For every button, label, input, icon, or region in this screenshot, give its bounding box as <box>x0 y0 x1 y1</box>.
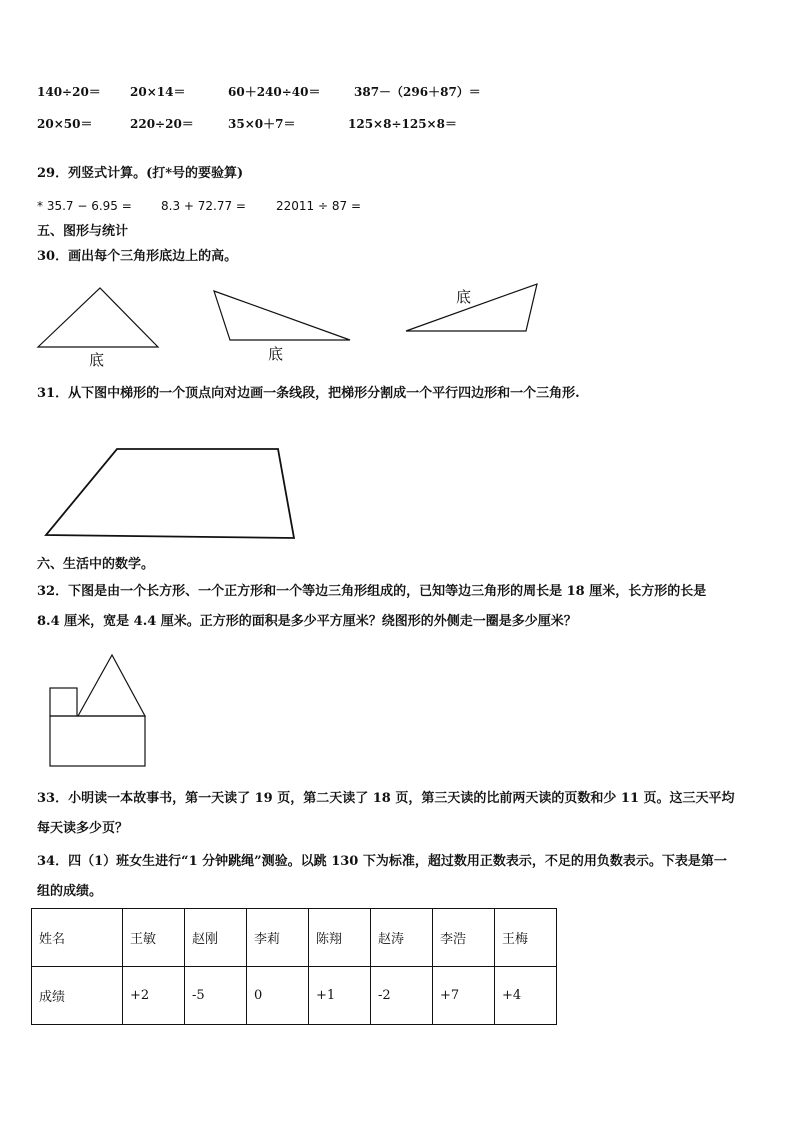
table-cell-score: +7 <box>433 967 495 1025</box>
vertical-calc-item: 22011 ÷ 87 = <box>276 199 361 213</box>
section-title-5: 五、图形与统计 <box>37 224 129 239</box>
calc-item: 220÷20＝ <box>130 117 194 131</box>
q33-line-1: 33．小明读一本故事书，第一天读了 19 页，第二天读了 18 页，第三天读的比前两天读的页数和少 11 页。这三天平均 <box>37 791 735 806</box>
q32-line-2: 8.4 厘米，宽是 4.4 厘米。正方形的面积是多少平方厘米？绕图形的外侧走一圈是多少厘米？ <box>37 614 577 629</box>
table-cell-score: +1 <box>309 967 371 1025</box>
base-label-3: 底 <box>456 288 472 306</box>
calc-item: 20×50＝ <box>37 117 93 131</box>
vertical-calc-item: 8.3 + 72.77 = <box>161 199 246 213</box>
score-table <box>31 908 557 1025</box>
table-cell-name: 赵涛 <box>371 909 433 967</box>
table-cell-name: 王梅 <box>495 909 557 967</box>
calc-item: 125×8÷125×8＝ <box>348 117 457 131</box>
base-label-2: 底 <box>268 345 284 363</box>
table-cell-score: +4 <box>495 967 557 1025</box>
table-cell-score: +2 <box>123 967 185 1025</box>
calc-item: 387－（296＋87）＝ <box>354 85 481 99</box>
table-cell-score: -2 <box>371 967 433 1025</box>
base-label-1: 底 <box>89 351 105 369</box>
table-cell-name: 王敏 <box>123 909 185 967</box>
table-header-label: 姓名 <box>32 909 123 967</box>
q30-title: 30．画出每个三角形底边上的高。 <box>37 249 238 264</box>
q32-line-1: 32．下图是由一个长方形、一个正方形和一个等边三角形组成的，已知等边三角形的周长是 18 厘米，长方形的长是 <box>37 584 707 599</box>
table-cell-name: 陈翔 <box>309 909 371 967</box>
vertical-calc-item: * 35.7 − 6.95 = <box>37 199 132 213</box>
table-cell-score: 0 <box>247 967 309 1025</box>
calc-item: 35×0＋7＝ <box>228 117 296 131</box>
q29-title: 29．列竖式计算。(打*号的要验算) <box>37 166 244 181</box>
table-row-label: 成绩 <box>32 967 123 1025</box>
table-cell-name: 赵刚 <box>185 909 247 967</box>
table-row-names <box>32 909 557 967</box>
section-title-6: 六、生活中的数学。 <box>37 557 155 572</box>
table-cell-name: 李浩 <box>433 909 495 967</box>
table-cell-name: 李莉 <box>247 909 309 967</box>
q34-line-2: 组的成绩。 <box>37 884 103 899</box>
q33-line-2: 每天读多少页？ <box>37 821 129 836</box>
table-row-scores <box>32 967 557 1025</box>
calc-item: 20×14＝ <box>130 85 186 99</box>
calc-item: 140÷20＝ <box>37 85 101 99</box>
table-cell-score: -5 <box>185 967 247 1025</box>
calc-item: 60＋240÷40＝ <box>228 85 321 99</box>
q34-line-1: 34．四（1）班女生进行“1 分钟跳绳”测验。以跳 130 下为标准，超过数用正数表示，不足的用负数表示。下表是第一 <box>37 854 727 869</box>
q31-title: 31．从下图中梯形的一个顶点向对边画一条线段，把梯形分割成一个平行四边形和一个三角形. <box>37 386 580 401</box>
